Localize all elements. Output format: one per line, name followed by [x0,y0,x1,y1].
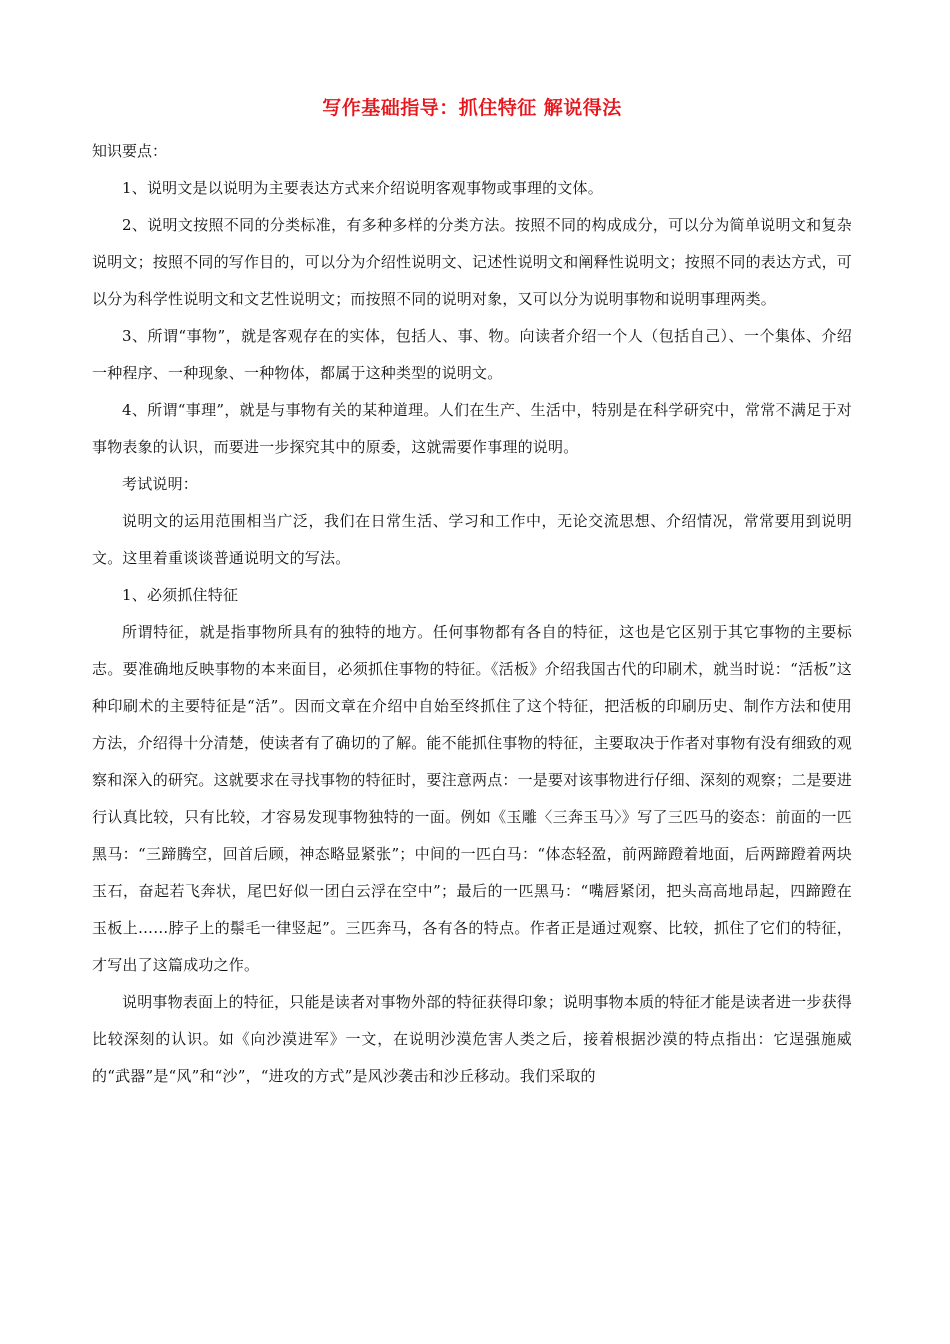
section1-heading: 1、必须抓住特征 [122,586,239,604]
document-title: 写作基础指导：抓住特征 解说得法 [322,97,622,119]
knowledge-point-2: 2、说明文按照不同的分类标准，有多种多样的分类方法。按照不同的构成成分，可以分为简单说明文和复杂说明文；按照不同的写作目的，可以分为介绍性说明文、记述性说明文和阐释性说明文；按照不同的表达方式，可以分为科学性说明文和文艺性说明文；而按照不同的说明对象，又可以分为说明事物和说明事理两类。 [92,216,853,308]
document-page [92,96,852,1095]
knowledge-point-3: 3、所谓“事物”，就是客观存在的实体，包括人、事、物。向读者介绍一个人（包括自己）、一个集体、介绍一种程序、一种现象、一种物体，都属于这种类型的说明文。 [92,327,852,382]
knowledge-point-1: 1、说明文是以说明为主要表达方式来介绍说明客观事物或事理的文体。 [122,179,603,197]
knowledge-heading: 知识要点： [92,142,168,160]
exam-intro: 说明文的运用范围相当广泛，我们在日常生活、学习和工作中，无论交流思想、介绍情况，常常要用到说明文。这里着重谈谈普通说明文的写法。 [92,512,852,567]
exam-heading: 考试说明： [122,475,199,493]
section1-paragraph-2: 说明事物表面上的特征，只能是读者对事物外部的特征获得印象；说明事物本质的特征才能是读者进一步获得比较深刻的认识。如《向沙漠进军》一文，在说明沙漠危害人类之后，接着根据沙漠的特点指出：它逞强施威的“武器”是“风”和“沙”，“进攻的方式”是风沙袭击和沙丘移动。我们采取的 [92,993,852,1085]
knowledge-point-4: 4、所谓“事理”，就是与事物有关的某种道理。人们在生产、生活中，特别是在科学研究中，常常不满足于对事物表象的认识，而要进一步探究其中的原委，这就需要作事理的说明。 [92,401,852,456]
section1-paragraph-1: 所谓特征，就是指事物所具有的独特的地方。任何事物都有各自的特征，这也是它区别于其它事物的主要标志。要准确地反映事物的本来面目，必须抓住事物的特征。《活板》介绍我国古代的印刷术，就当时说：“活板”这种印刷术的主要特征是“活”。因而文章在介绍中自始至终抓住了这个特征，把活板的印刷历史、制作方法和使用方法，介绍得十分清楚，使读者有了确切的了解。能不能抓住事物的特征，主要取决于作者对事物有没有细致的观察和深入的研究。这就要求在寻找事物的特征时，要注意两点：一是要对该事物进行仔细、深刻的观察；二是要进行认真比较，只有比较，才容易发现事物独特的一面。例如《玉雕〈三奔玉马〉》写了三匹马的姿态：前面的一匹黑马：“三蹄腾空，回首后顾，神态略显紧张”；中间的一匹白马：“体态轻盈，前两蹄蹬着地面，后两蹄蹬着两块玉石，奋起若飞奔状，尾巴好似一团白云浮在空中”；最后的一匹黑马：“嘴唇紧闭，把头高高地昂起，四蹄蹬在玉板上……脖子上的鬃毛一律竖起”。三匹奔马，各有各的特点。作者正是通过观察、比较，抓住了它们的特征，才写出了这篇成功之作。 [92,623,853,974]
